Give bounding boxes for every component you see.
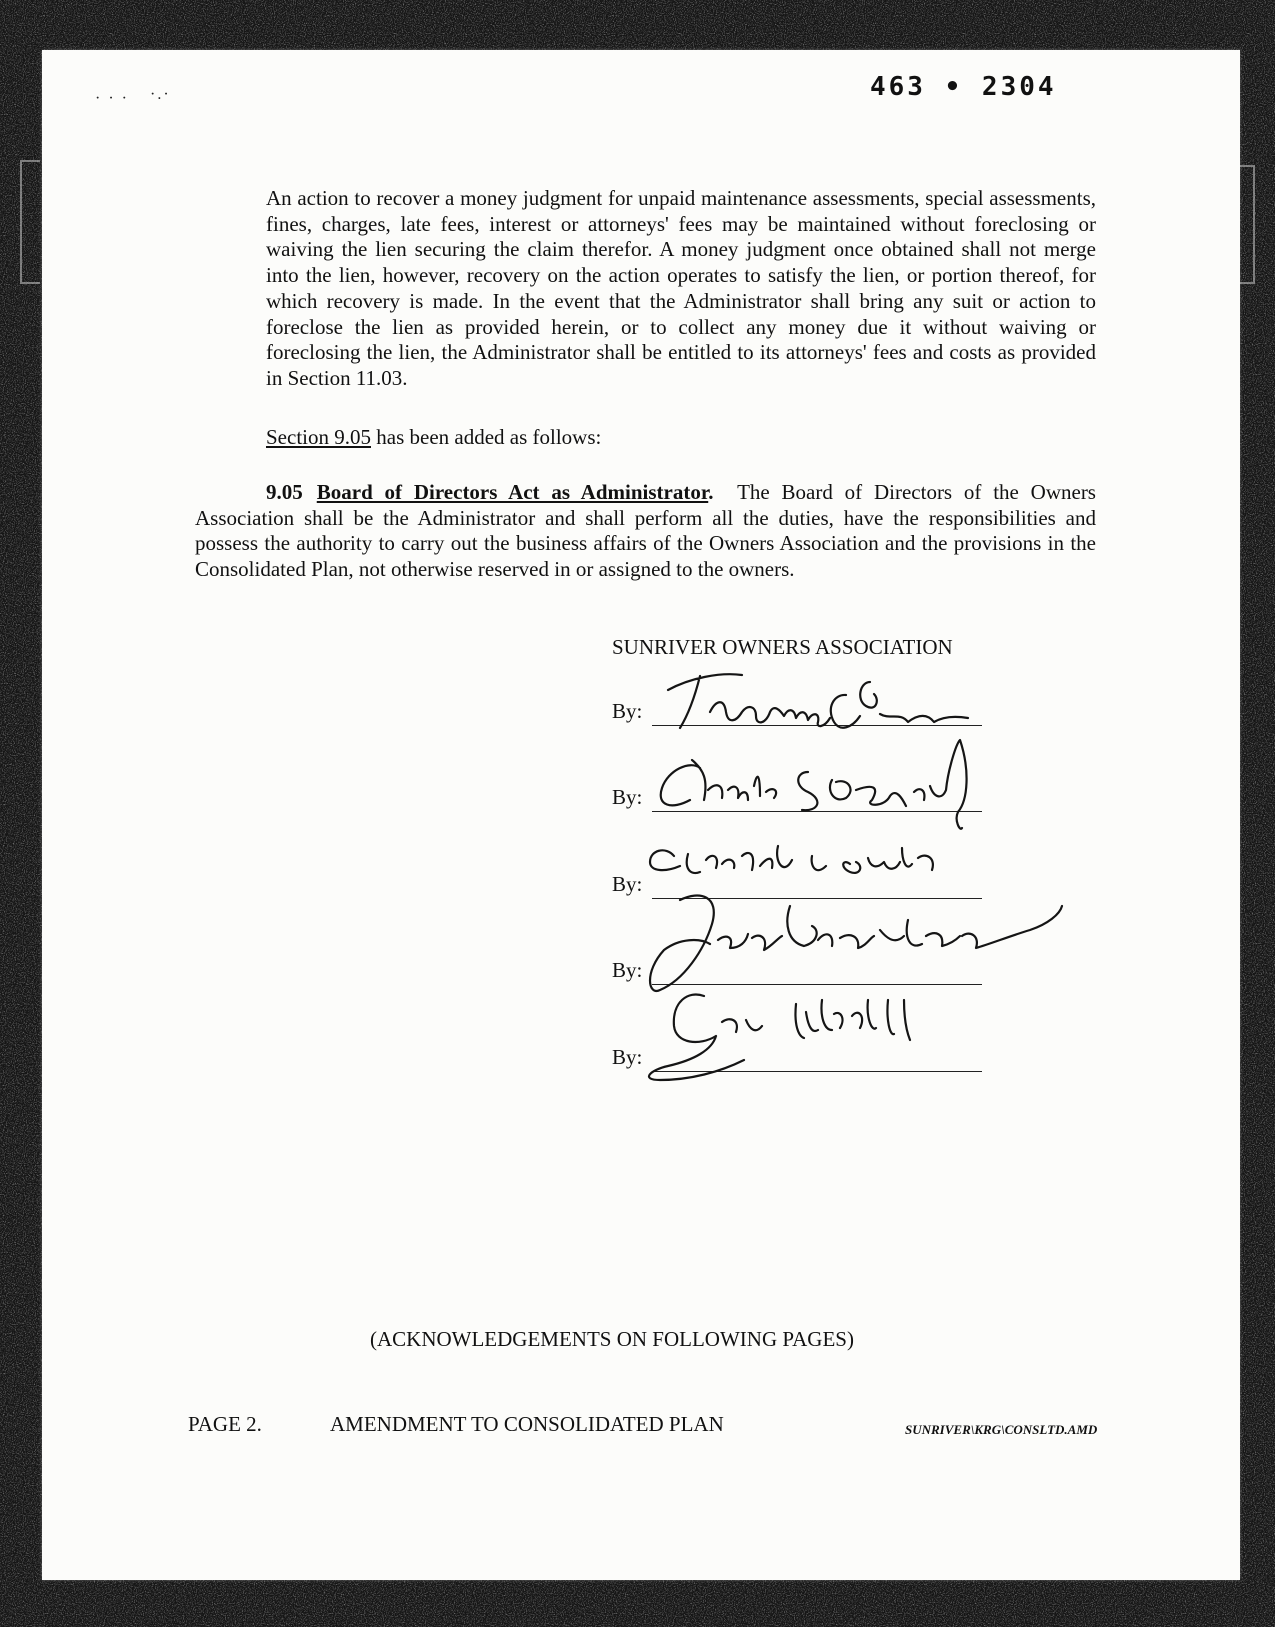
scan-specks: ·.· xyxy=(150,86,171,103)
acknowledgements-note: (ACKNOWLEDGEMENTS ON FOLLOWING PAGES) xyxy=(370,1327,854,1351)
signature-rule xyxy=(652,984,982,985)
footer-file-path: SUNRIVER\KRG\CONSLTD.AMD xyxy=(905,1422,1098,1437)
organization-name: SUNRIVER OWNERS ASSOCIATION xyxy=(612,635,953,659)
section-heading-period: . xyxy=(708,480,714,504)
signature-line xyxy=(612,1042,982,1072)
section-added-line xyxy=(266,425,601,450)
by-label: By: xyxy=(612,958,643,982)
signature-rule xyxy=(652,1071,982,1072)
signature-line xyxy=(612,696,982,726)
document-number: 463 • 2304 xyxy=(870,72,1057,102)
by-label: By: xyxy=(612,785,643,809)
by-label: By: xyxy=(612,872,643,896)
section-added-text: has been added as follows: xyxy=(371,425,602,449)
signature-rule xyxy=(652,725,982,726)
footer-document-title: AMENDMENT TO CONSOLIDATED PLAN xyxy=(330,1412,724,1436)
signature-line xyxy=(612,955,982,985)
section-905-paragraph xyxy=(195,480,1096,583)
section-reference: Section 9.05 xyxy=(266,425,371,449)
signature-line xyxy=(612,869,982,899)
scan-specks: · · · xyxy=(95,90,129,107)
paragraph-money-judgment: An action to recover a money judgment for unpaid maintenance assessments, special assessments, fines, charges, late fees, interest or attorneys' fees may be maintained without foreclosing or waiving the lien securing the claim therefor. A money judgment once obtained shall not merge into the lien, however, recovery on the action operates to satisfy the lien, or portion thereof, for which recovery is made. In the event that the Administrator shall bring any suit or action to foreclose the lien as provided herein, or to collect any money due it without waiving or foreclosing the lien, the Administrator shall be entitled to its attorneys' fees and costs as provided in Section 11.03. xyxy=(266,186,1096,390)
signature-line xyxy=(612,782,982,812)
section-text: The Board of Directors of the Owners Association shall be the Administrator and shall perform all the duties, have the responsibilities and possess the authority to carry out the business affairs of the Owners Association and the provisions in the Consolidated Plan, not otherwise reserved in or assigned to the owners. xyxy=(195,480,1096,582)
signature-rule xyxy=(652,811,982,812)
by-label: By: xyxy=(612,699,643,723)
footer-page-number: PAGE 2. xyxy=(188,1412,262,1436)
signature-rule xyxy=(652,898,982,899)
section-number: 9.05 xyxy=(266,480,303,504)
scan-edge-mark-left xyxy=(20,160,40,284)
section-heading: Board of Directors Act as Administrator xyxy=(316,480,709,504)
by-label: By: xyxy=(612,1045,643,1069)
